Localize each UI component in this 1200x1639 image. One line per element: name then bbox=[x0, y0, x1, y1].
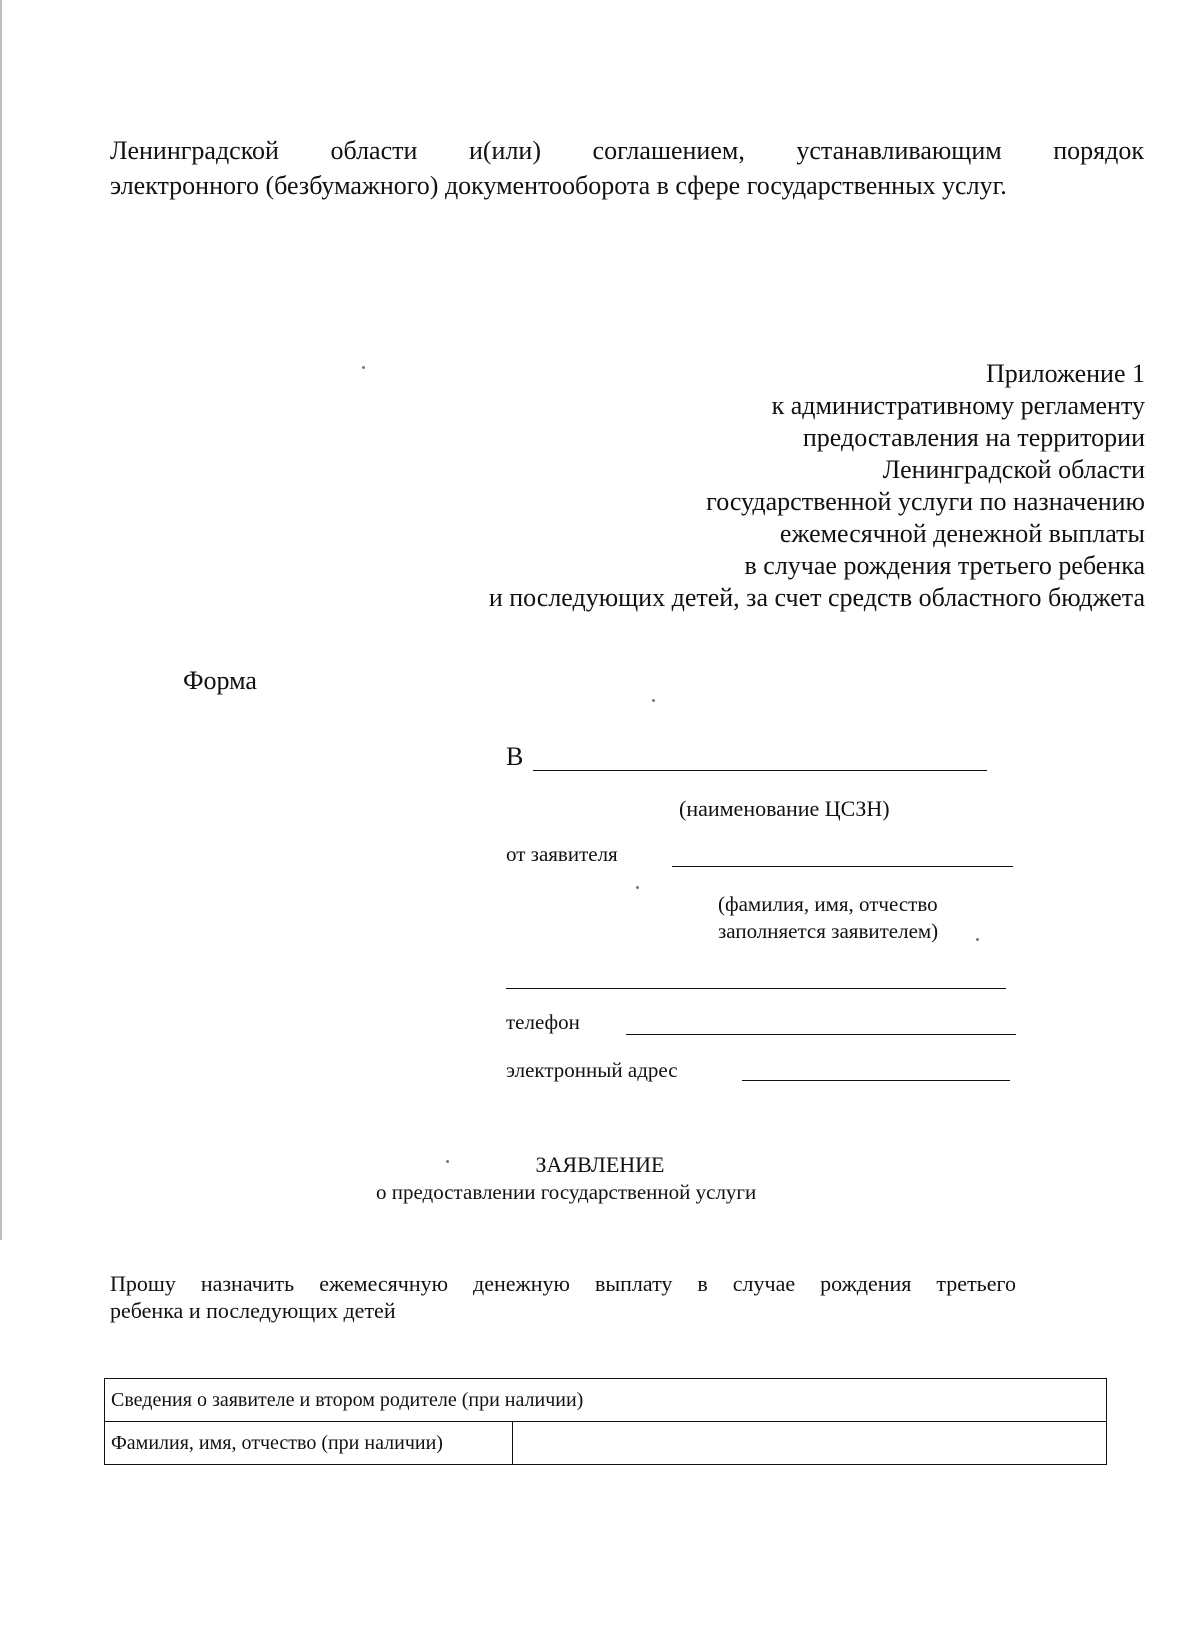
appendix-heading bbox=[489, 358, 1145, 614]
request-word: рождения bbox=[820, 1271, 912, 1296]
intro-word: области bbox=[330, 136, 418, 165]
scan-speck bbox=[976, 938, 979, 941]
scan-speck bbox=[652, 699, 655, 702]
appendix-line: и последующих детей, за счет средств областного бюджета bbox=[488, 583, 1145, 612]
scan-speck bbox=[636, 886, 639, 889]
to-prefix: В bbox=[506, 742, 524, 771]
statement-title: ЗАЯВЛЕНИЕ bbox=[535, 1152, 665, 1177]
intro-paragraph bbox=[110, 133, 1144, 203]
request-word: случае bbox=[732, 1271, 796, 1296]
phone-field-line[interactable] bbox=[626, 1034, 1016, 1035]
appendix-line: предоставления на территории bbox=[802, 423, 1145, 452]
scan-speck bbox=[446, 1160, 449, 1163]
email-field-line[interactable] bbox=[742, 1080, 1010, 1081]
from-field-line[interactable] bbox=[672, 866, 1013, 867]
intro-word: соглашением, bbox=[592, 136, 745, 165]
statement-subtitle: о предоставлении государственной услуги bbox=[376, 1180, 757, 1204]
from-caption-1: (фамилия, имя, отчество bbox=[718, 892, 938, 916]
table-label-cell: Фамилия, имя, отчество (при наличии) bbox=[105, 1422, 513, 1465]
request-line-1 bbox=[110, 1270, 1016, 1297]
form-label: Форма bbox=[183, 666, 257, 695]
appendix-line: государственной услуги по назначению bbox=[706, 487, 1145, 516]
request-word: Прошу bbox=[110, 1271, 176, 1296]
request-word: выплату bbox=[594, 1271, 673, 1296]
table-header-cell: Сведения о заявителе и втором родителе (при наличии) bbox=[105, 1379, 1107, 1422]
statement-title-wrap bbox=[0, 1152, 1200, 1178]
intro-word: и(или) bbox=[468, 136, 541, 165]
to-caption: (наименование ЦСЗН) bbox=[679, 796, 890, 821]
request-word: в bbox=[697, 1271, 708, 1296]
request-word: денежную bbox=[473, 1271, 570, 1296]
from-caption-2: заполняется заявителем) bbox=[718, 919, 939, 943]
table-value-cell[interactable] bbox=[513, 1422, 1107, 1465]
email-label: электронный адрес bbox=[506, 1058, 678, 1082]
from-label: от заявителя bbox=[506, 842, 618, 866]
scan-speck bbox=[362, 366, 365, 369]
appendix-line: ежемесячной денежной выплаты bbox=[779, 519, 1145, 548]
appendix-line: Приложение 1 bbox=[985, 359, 1145, 388]
appendix-line: Ленинградской области bbox=[882, 455, 1145, 484]
from-field-line-2[interactable] bbox=[506, 988, 1006, 989]
phone-label: телефон bbox=[506, 1010, 580, 1034]
intro-line-1 bbox=[110, 133, 1144, 168]
request-word: третьего bbox=[936, 1271, 1016, 1296]
appendix-line: к административному регламенту bbox=[771, 391, 1145, 420]
intro-line-2: электронного (безбумажного) документооборота в сфере государственных услуг. bbox=[110, 171, 1007, 200]
applicant-info-table bbox=[104, 1378, 1107, 1465]
appendix-line: в случае рождения третьего ребенка bbox=[744, 551, 1145, 580]
to-field-line[interactable] bbox=[533, 770, 987, 771]
scan-left-edge bbox=[0, 0, 2, 1240]
request-paragraph bbox=[110, 1270, 1016, 1324]
request-word: ежемесячную bbox=[319, 1271, 449, 1296]
request-word: назначить bbox=[200, 1271, 295, 1296]
request-line-2: ребенка и последующих детей bbox=[110, 1298, 396, 1323]
intro-word: порядок bbox=[1053, 136, 1144, 165]
table-header-row bbox=[105, 1379, 1107, 1422]
table-row bbox=[105, 1422, 1107, 1465]
intro-word: Ленинградской bbox=[110, 136, 279, 165]
intro-word: устанавливающим bbox=[796, 136, 1002, 165]
